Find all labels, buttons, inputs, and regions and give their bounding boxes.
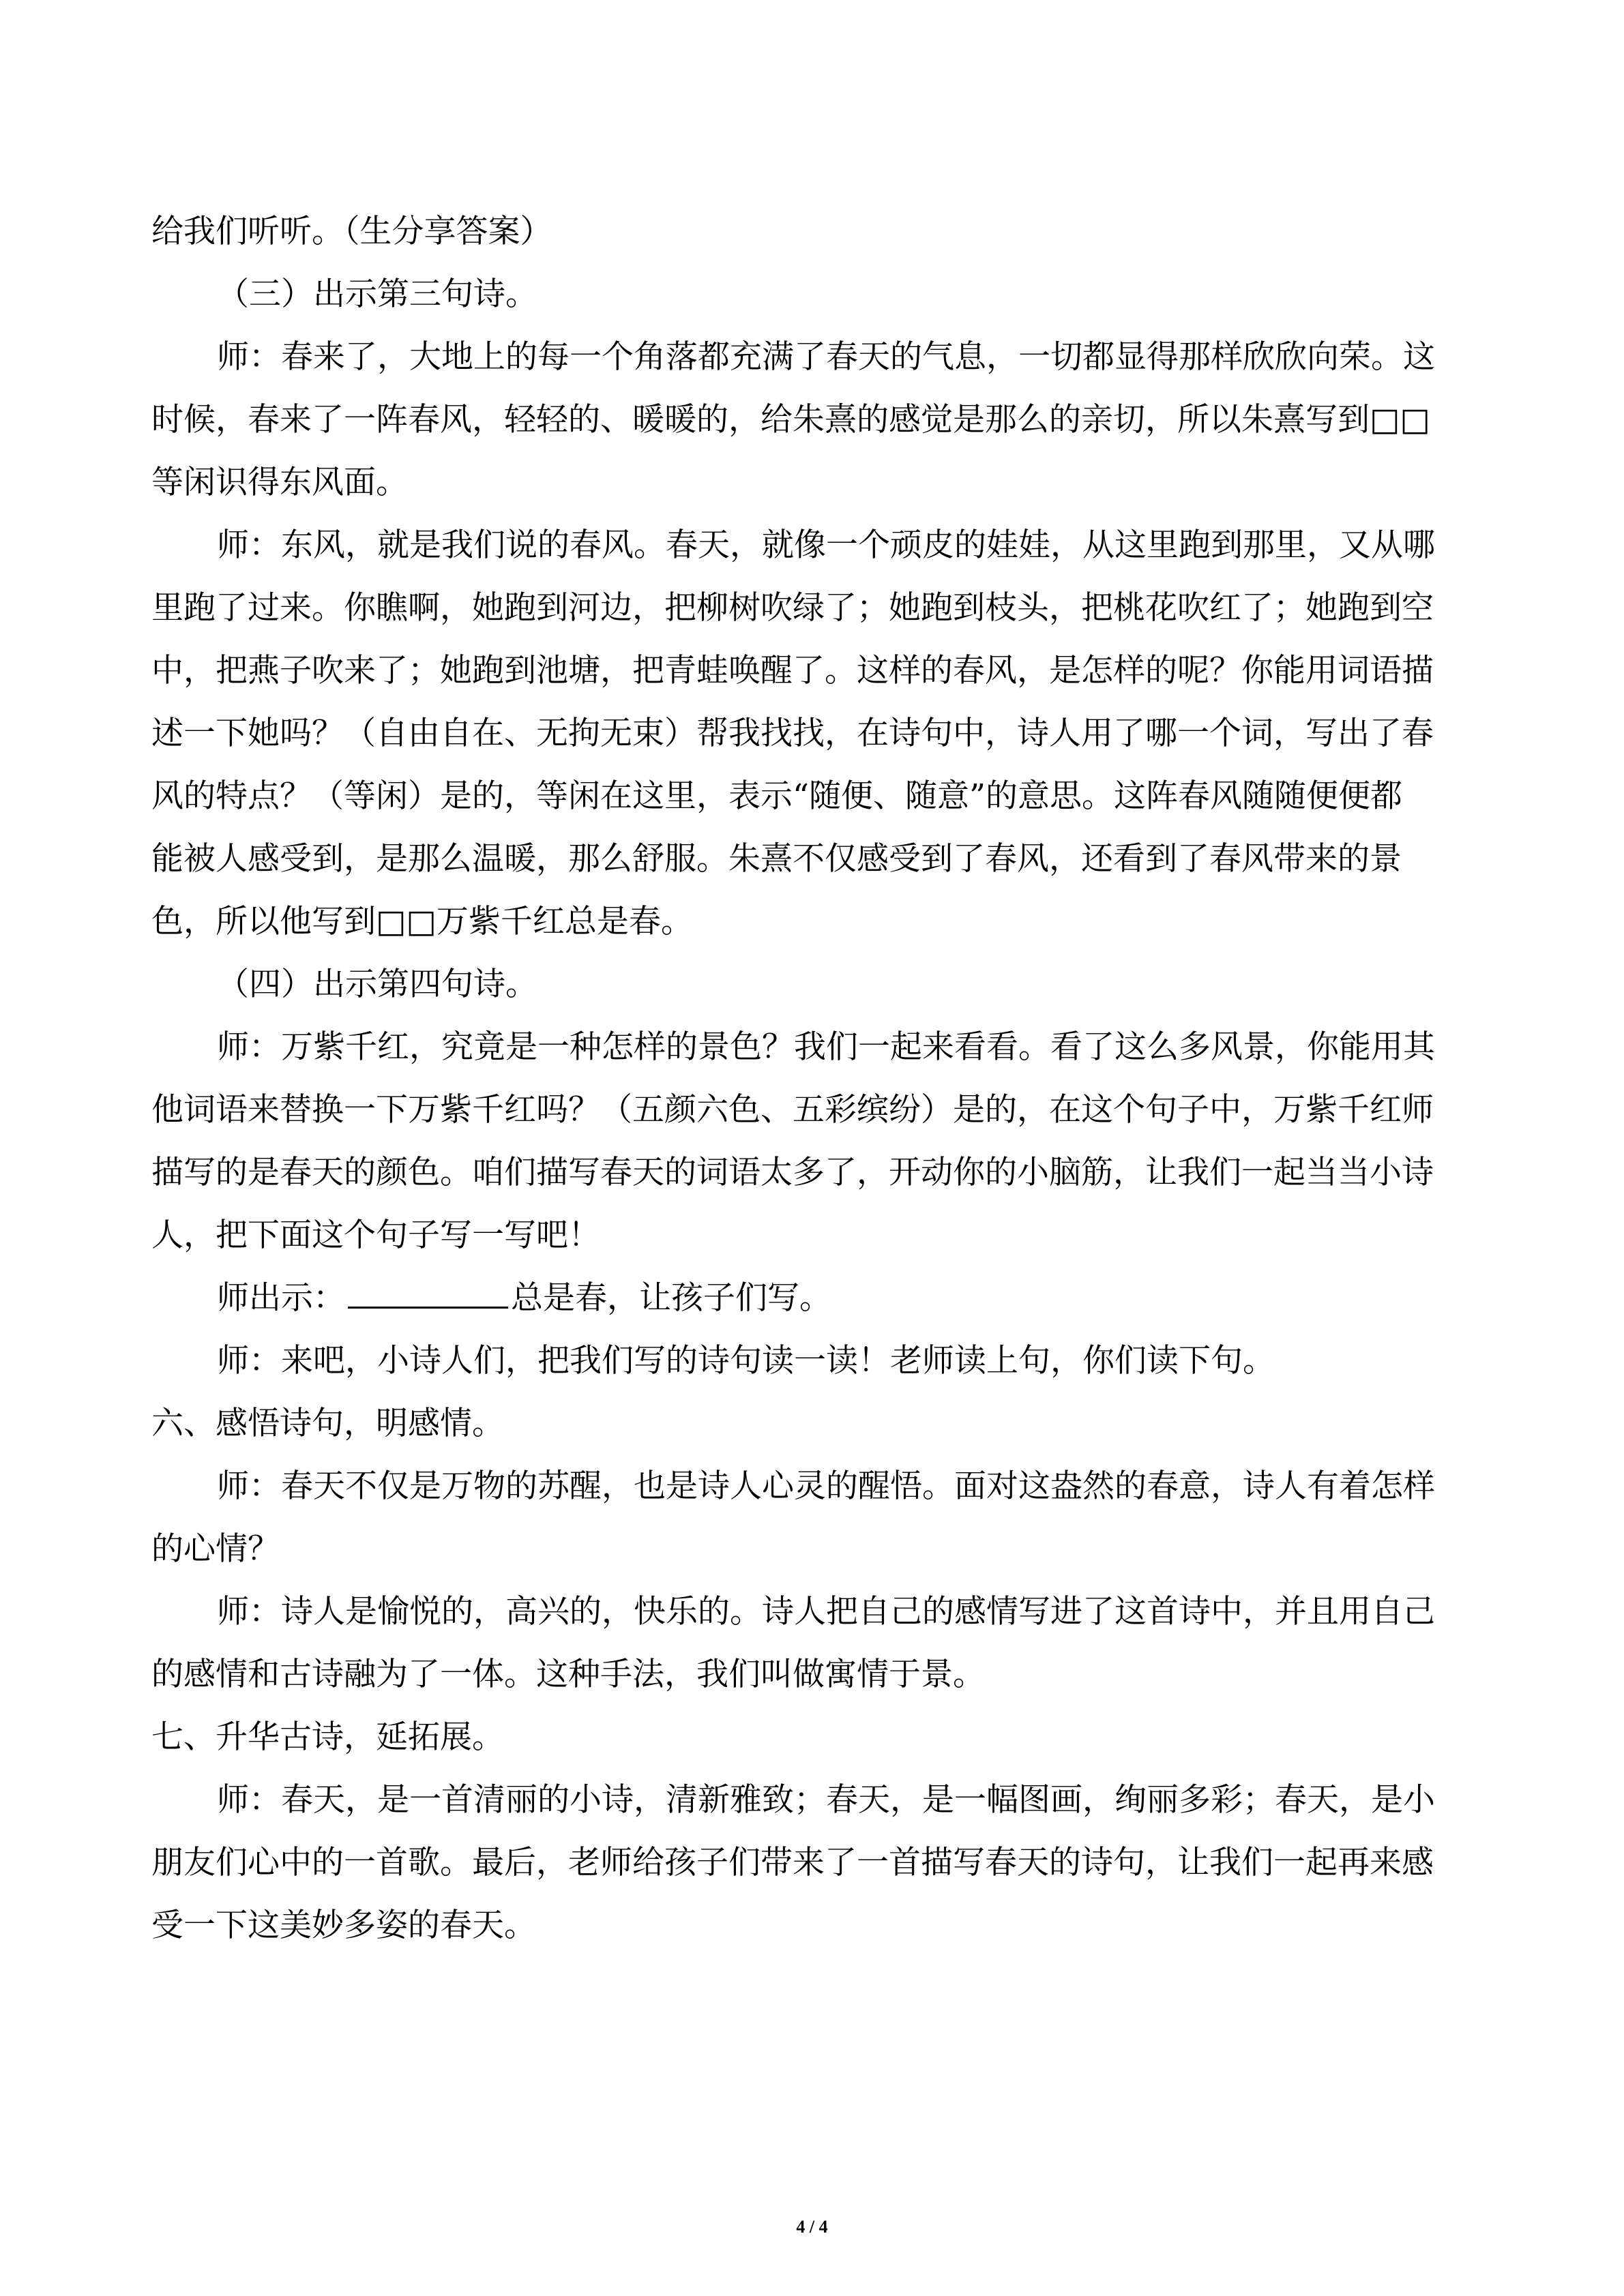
paragraph-line: 受一下这美妙多姿的春天。 [151,1907,536,1944]
paragraph-line: 的心情？ [151,1530,280,1568]
paragraph-line: 师：诗人是愉悦的，高兴的，快乐的。诗人把自己的感情写进了这首诗中，并且用自己 [217,1593,1435,1630]
fill-in-line [217,1278,1544,1319]
section-heading: （四）出示第四句诗。 [217,966,537,1003]
paragraph-line: 他词语来替换一下万紫千红吗？（五颜六色、五彩缤纷）是的，在这个句子中，万紫千红师 [151,1091,1434,1129]
fill-in-prefix: 师出示： [217,1279,345,1317]
fill-in-blank[interactable] [348,1279,508,1309]
paragraph-line: 描写的是春天的颜色。咱们描写春天的词语太多了，开动你的小脑筋，让我们一起当当小诗 [151,1154,1434,1191]
paragraph-line: 师：东风，就是我们说的春风。春天，就像一个顽皮的娃娃，从这里跑到那里，又从哪 [217,526,1435,564]
paragraph-line: 能被人感受到，是那么温暖，那么舒服。朱熹不仅感受到了春风，还看到了春风带来的景 [151,840,1402,878]
paragraph-line: 师：春天，是一首清丽的小诗，清新雅致；春天，是一幅图画，绚丽多彩；春天，是小 [217,1781,1435,1819]
section-heading: 七、升华古诗，延拓展。 [151,1718,504,1756]
paragraph-line: 色，所以他写到□□万紫千红总是春。 [151,903,693,940]
section-heading: 六、感悟诗句，明感情。 [151,1405,504,1442]
paragraph-line: 时候，春来了一阵春风，轻轻的、暖暖的，给朱熹的感觉是那么的亲切，所以朱熹写到□□ [151,401,1430,438]
paragraph-line: 给我们听听。（生分享答案） [151,213,552,250]
paragraph-line: 师：来吧，小诗人们，把我们写的诗句读一读！老师读上句，你们读下句。 [217,1342,1275,1380]
paragraph-line: 师：万紫千红，究竟是一种怎样的景色？我们一起来看看。看了这么多风景，你能用其 [217,1028,1435,1066]
fill-in-suffix: 总是春，让孩子们写。 [511,1279,831,1317]
paragraph-line: 风的特点？（等闲）是的，等闲在这里，表示“随便、随意”的意思。这阵春风随随便便都 [151,777,1403,815]
paragraph-line: 中，把燕子吹来了；她跑到池塘，把青蛙唤醒了。这样的春风，是怎样的呢？你能用词语描 [151,652,1434,689]
paragraph-line: 师：春来了，大地上的每一个角落都充满了春天的气息，一切都显得那样欣欣向荣。这 [217,338,1435,376]
paragraph-line: 师：春天不仅是万物的苏醒，也是诗人心灵的醒悟。面对这盎然的春意，诗人有着怎样 [217,1467,1435,1505]
page-number: 4 / 4 [796,2217,828,2237]
paragraph-line: 朋友们心中的一首歌。最后，老师给孩子们带来了一首描写春天的诗句，让我们一起再来感 [151,1844,1434,1881]
section-heading: （三）出示第三句诗。 [217,275,537,313]
paragraph-line: 等闲识得东风面。 [151,464,408,501]
paragraph-line: 述一下她吗？（自由自在、无拘无束）帮我找找，在诗句中，诗人用了哪一个词，写出了春 [151,715,1434,752]
paragraph-line: 的感情和古诗融为了一体。这种手法，我们叫做寓情于景。 [151,1656,985,1693]
paragraph-line: 里跑了过来。你瞧啊，她跑到河边，把柳树吹绿了；她跑到枝头，把桃花吹红了；她跑到空 [151,589,1434,627]
paragraph-line: 人，把下面这个句子写一写吧！ [151,1217,600,1254]
